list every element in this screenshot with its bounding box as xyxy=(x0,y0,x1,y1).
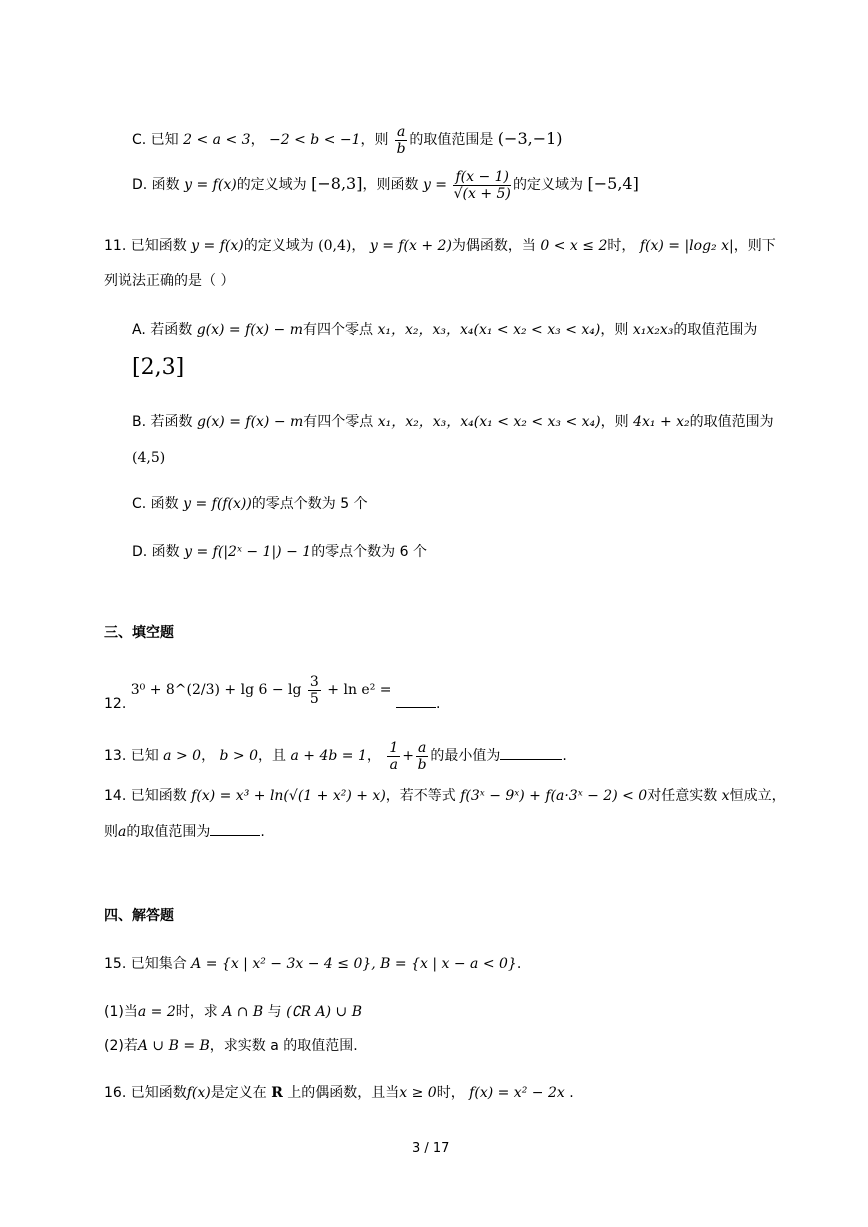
math-inequality: f(3ˣ − 9ˣ) + f(a·3ˣ − 2) < 0 xyxy=(460,788,648,804)
text: ，则 xyxy=(600,414,629,430)
math-zeros: x₁，x₂，x₃，x₄(x₁ < x₂ < x₃ < x₄) xyxy=(377,414,601,430)
math-expression: 4x₁ + x₂ xyxy=(633,414,690,430)
text: 时，求 xyxy=(175,1004,218,1020)
answer-blank[interactable] xyxy=(396,707,436,708)
question-15-part2 xyxy=(104,1036,358,1056)
text: . xyxy=(569,1085,574,1101)
text: 14. 已知函数 xyxy=(104,788,187,804)
question-16 xyxy=(104,1083,574,1103)
math-zeros: x₁，x₂，x₃，x₄(x₁ < x₂ < x₃ < x₄) xyxy=(377,322,601,338)
text: . xyxy=(435,696,441,712)
math-variable: x xyxy=(721,788,730,804)
option-label: A. 若函数 xyxy=(132,322,193,338)
text: 与 xyxy=(267,1004,282,1020)
math-expression: (∁R A) ∪ B xyxy=(286,1004,362,1020)
question-11-stem xyxy=(104,236,776,256)
option-a-q11 xyxy=(132,320,757,340)
math-expression: x₁x₂x₃ xyxy=(632,322,674,338)
text: 的取值范围是 xyxy=(409,132,494,148)
question-13 xyxy=(104,736,567,776)
text: . xyxy=(516,956,522,972)
math-expression: 3⁰ + 8^(2/3) + lg 6 − lg xyxy=(130,682,302,698)
section-title: 三、填空题 xyxy=(104,625,174,641)
question-15-part1 xyxy=(104,1002,362,1022)
text: 16. 已知函数 xyxy=(104,1085,187,1101)
math-function: y = f(f(x)) xyxy=(183,496,252,512)
text: ，则 xyxy=(600,322,629,338)
math-definition: f(x) = x² − 2x xyxy=(469,1085,565,1101)
text: 上的偶函数，且当 xyxy=(287,1085,400,1101)
text: 对任意实数 xyxy=(647,788,718,804)
text: ，则函数 xyxy=(362,177,419,193)
text: ，且 xyxy=(258,748,287,764)
option-label: D. 函数 xyxy=(132,544,180,560)
math-function: y = f(x) xyxy=(191,238,244,254)
math-sets: A = {x | x² − 3x − 4 ≤ 0}, B = {x | x − a < 0} xyxy=(191,956,517,972)
text: 15. 已知集合 xyxy=(104,956,187,972)
math-condition: A ∪ B = B xyxy=(137,1038,210,1054)
text: . xyxy=(260,824,265,840)
page-number: 3 / 17 xyxy=(412,1141,450,1156)
question-15 xyxy=(104,954,521,974)
text: 的取值范围为 xyxy=(126,824,211,840)
math-condition: b > 0 xyxy=(219,748,259,764)
math-condition: −2 < b < −1 xyxy=(269,132,361,148)
math-function: f(x) = x³ + ln(√(1 + x²) + x) xyxy=(191,788,386,804)
math-condition: a = 2 xyxy=(137,1004,176,1020)
text: 的取值范围为 xyxy=(689,414,774,430)
math-condition: a + 4b = 1 xyxy=(290,748,367,764)
text: . xyxy=(562,748,567,764)
text: ，则下 xyxy=(733,238,776,254)
text: 时， xyxy=(607,238,636,254)
question-11-stem-line2: 列说法正确的是（ ） xyxy=(104,273,235,289)
option-label: B. 若函数 xyxy=(132,414,193,430)
text: 的最小值为 xyxy=(430,748,501,764)
option-c-q11 xyxy=(132,494,368,514)
math-range: (−3,−1) xyxy=(497,129,563,148)
math-variable: a xyxy=(118,824,127,840)
math-set-R: R xyxy=(271,1085,283,1101)
option-label: D. 函数 xyxy=(132,177,180,193)
option-d-q11 xyxy=(132,542,427,562)
math-condition: a > 0 xyxy=(163,748,202,764)
text: 时， xyxy=(436,1085,465,1101)
math-function: g(x) = f(x) − m xyxy=(196,322,304,338)
section-title: 四、解答题 xyxy=(104,908,174,924)
text: 有四个零点 xyxy=(303,414,374,430)
option-d-q10 xyxy=(132,164,639,205)
math-y: y = xyxy=(422,177,448,193)
text: ，则 xyxy=(360,132,389,148)
math-function: y = f(x + 2) xyxy=(369,238,452,254)
text: ，若不等式 xyxy=(385,788,456,804)
question-14 xyxy=(104,786,786,806)
math-condition: 0 < x ≤ 2 xyxy=(540,238,608,254)
math-function: y = f(|2ˣ − 1|) − 1 xyxy=(184,544,312,560)
text: ， xyxy=(351,238,366,254)
math-domain: (0,4) xyxy=(318,238,352,254)
text: ，求实数 a 的取值范围. xyxy=(209,1038,358,1054)
option-b-range: (4,5) xyxy=(132,450,166,466)
text: 的取值范围为 xyxy=(673,322,758,338)
math-fraction: $\frac{a}{b}$ xyxy=(417,739,427,773)
question-14-line2 xyxy=(104,822,265,842)
math-domain: [−5,4] xyxy=(587,174,639,193)
text: 的零点个数为 6 个 xyxy=(311,544,427,560)
text: 11. 已知函数 xyxy=(104,238,187,254)
text: 是定义在 xyxy=(210,1085,267,1101)
text: ， xyxy=(366,748,381,764)
text: 有四个零点 xyxy=(303,322,374,338)
option-a-range: [2,3] xyxy=(132,355,185,380)
question-12 xyxy=(104,670,440,724)
math-function: g(x) = f(x) − m xyxy=(196,414,304,430)
answer-blank[interactable] xyxy=(500,759,562,760)
text: 的定义域为 xyxy=(513,177,584,193)
option-label: C. 函数 xyxy=(132,496,179,512)
option-c-q10: C. 已知 2 < a < 3， −2 < b < −1，则 $\frac{a}{b}$ 的取值范围是 (−3,−1) xyxy=(132,123,563,157)
math-fraction: $\frac{1}{a}$ xyxy=(389,739,399,773)
text: (2)若 xyxy=(104,1038,138,1054)
text: 则 xyxy=(104,824,118,840)
math-definition: f(x) = |log₂ x| xyxy=(639,238,734,254)
text: 13. 已知 xyxy=(104,748,159,764)
option-label: C. 已知 xyxy=(132,132,179,148)
math-fraction: $\frac{f(x - 1)}{√(x + 5)}$ xyxy=(453,168,511,202)
math-condition: x ≥ 0 xyxy=(399,1085,437,1101)
option-b-q11 xyxy=(132,412,774,432)
question-number: 12. xyxy=(104,696,127,712)
text: 的定义域为 xyxy=(243,238,314,254)
math-operator: + xyxy=(402,748,414,764)
answer-blank[interactable] xyxy=(210,835,260,836)
math-function: y = f(x) xyxy=(184,177,237,193)
text: ， xyxy=(201,748,216,764)
text: 的定义域为 xyxy=(236,177,307,193)
math-domain: [−8,3] xyxy=(311,174,363,193)
math-fraction: $\frac{3}{5}$ xyxy=(309,673,319,707)
math-expression: + ln e² = xyxy=(327,682,392,698)
text: (1)当 xyxy=(104,1004,138,1020)
text: 恒成立， xyxy=(729,788,786,804)
math-function: f(x) xyxy=(186,1085,211,1101)
math-fraction: $\frac{a}{b}$ xyxy=(396,123,406,157)
text: 的零点个数为 5 个 xyxy=(251,496,368,512)
math-condition: 2 < a < 3 xyxy=(183,132,251,148)
math-expression: A ∩ B xyxy=(222,1004,264,1020)
text: 为偶函数，当 xyxy=(451,238,536,254)
